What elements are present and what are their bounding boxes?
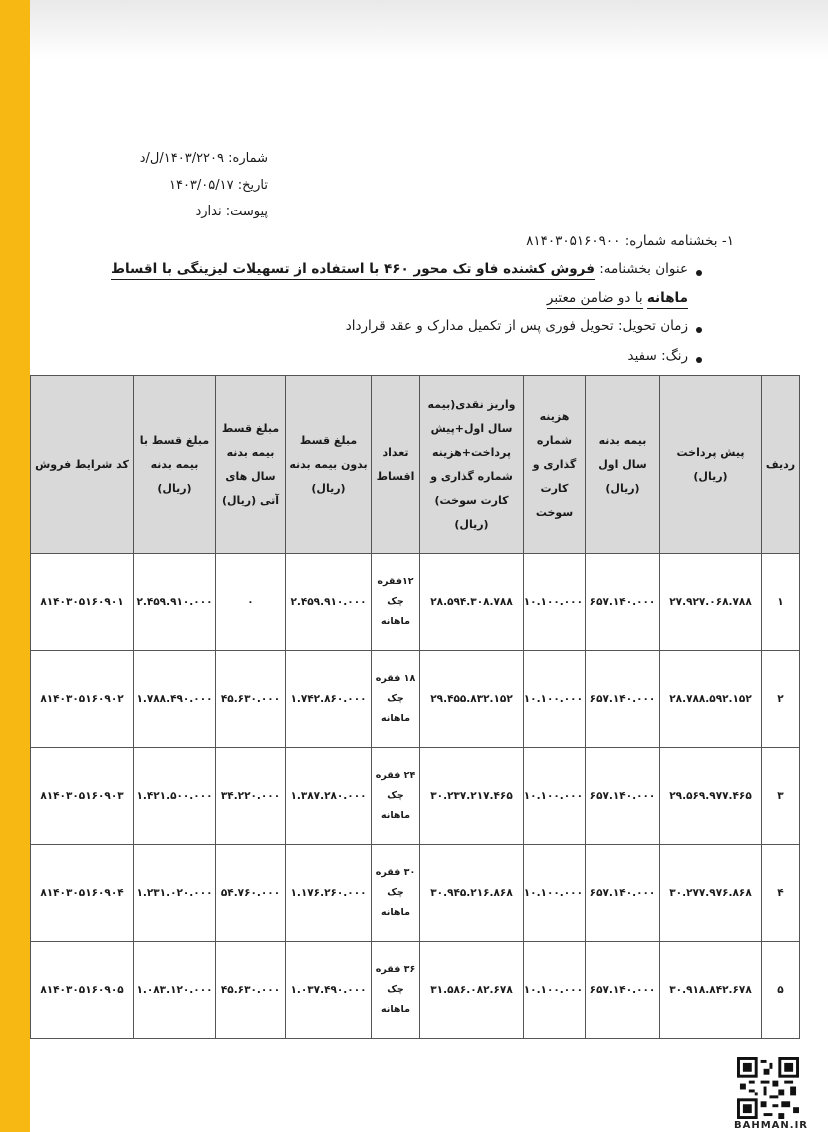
cell-row-no: ۳: [762, 748, 800, 845]
cell-sales-code: ۸۱۴۰۳۰۵۱۶۰۹۰۱: [31, 554, 134, 651]
header-first-year-insurance: بیمه بدنه سال اول (ریال): [586, 376, 660, 554]
cell-sales-code: ۸۱۴۰۳۰۵۱۶۰۹۰۵: [31, 942, 134, 1039]
subject-tail: با دو ضامن معتبر: [547, 290, 643, 309]
table-row: [31, 845, 800, 942]
letter-number: شماره: ۱۴۰۳/۲۲۰۹/ل/د: [139, 151, 268, 166]
cell-registration-cost: ۱۰.۱۰۰.۰۰۰: [524, 651, 586, 748]
cell-installment-no-insurance: ۱.۱۷۶.۲۶۰.۰۰۰: [286, 845, 372, 942]
cell-installment-count: ۳۰ فقره چک ماهانه: [372, 845, 420, 942]
header-installment-count: تعداد اقساط: [372, 376, 420, 554]
cell-installment-with-insurance: ۲.۴۵۹.۹۱۰.۰۰۰: [134, 554, 216, 651]
delivery-time: زمان تحویل: تحویل فوری پس از تکمیل مدارک و عقد قرارداد: [345, 318, 688, 334]
cell-first-year-insurance: ۶۵۷.۱۴۰.۰۰۰: [586, 748, 660, 845]
cell-cash-deposit: ۳۰.۲۳۷.۲۱۷.۴۶۵: [420, 748, 524, 845]
cell-installment-count: ۲۴ فقره چک ماهانه: [372, 748, 420, 845]
header-registration-cost: هزینه شماره گذاری و کارت سوخت: [524, 376, 586, 554]
cell-installment-count: ۳۶ فقره چک ماهانه: [372, 942, 420, 1039]
header-sales-code: کد شرایط فروش: [31, 376, 134, 554]
cell-cash-deposit: ۳۱.۵۸۶.۰۸۲.۶۷۸: [420, 942, 524, 1039]
cell-installment-no-insurance: ۲.۴۵۹.۹۱۰.۰۰۰: [286, 554, 372, 651]
cell-cash-deposit: ۲۸.۵۹۴.۳۰۸.۷۸۸: [420, 554, 524, 651]
color-info: رنگ: سفید: [627, 348, 688, 364]
footer-brand: BAHMAN.IR: [734, 1120, 809, 1131]
cell-installment-no-insurance: ۱.۳۸۷.۲۸۰.۰۰۰: [286, 748, 372, 845]
cell-down-payment: ۲۸.۷۸۸.۵۹۲.۱۵۲: [660, 651, 762, 748]
cell-installment-with-insurance: ۱.۷۸۸.۴۹۰.۰۰۰: [134, 651, 216, 748]
cell-down-payment: ۲۷.۹۲۷.۰۶۸.۷۸۸: [660, 554, 762, 651]
cell-first-year-insurance: ۶۵۷.۱۴۰.۰۰۰: [586, 845, 660, 942]
header-installment-with-insurance: مبلغ قسط با بیمه بدنه (ریال): [134, 376, 216, 554]
yellow-margin-bar: [0, 0, 30, 1132]
cell-installment-with-insurance: ۱.۰۸۳.۱۲۰.۰۰۰: [134, 942, 216, 1039]
cell-sales-code: ۸۱۴۰۳۰۵۱۶۰۹۰۲: [31, 651, 134, 748]
cell-cash-deposit: ۲۹.۴۵۵.۸۳۲.۱۵۲: [420, 651, 524, 748]
header-cash-deposit: واریز نقدی(بیمه سال اول+پیش پرداخت+هزینه شماره گذاری و کارت سوخت) (ریال): [420, 376, 524, 554]
table-header-row: [31, 376, 800, 554]
cell-row-no: ۲: [762, 651, 800, 748]
cell-down-payment: ۳۰.۹۱۸.۸۴۲.۶۷۸: [660, 942, 762, 1039]
subject-bold-text-2: ماهانه: [647, 290, 688, 309]
subject-label: عنوان بخشنامه:: [599, 261, 688, 277]
cell-row-no: ۴: [762, 845, 800, 942]
cell-future-insurance-installment: ۴۵.۶۳۰.۰۰۰: [216, 651, 286, 748]
qr-code-icon: [737, 1057, 799, 1119]
page-top-shadow: [30, 0, 828, 60]
cell-row-no: ۵: [762, 942, 800, 1039]
cell-row-no: ۱: [762, 554, 800, 651]
header-down-payment: پیش پرداخت (ریال): [660, 376, 762, 554]
table-row: [31, 748, 800, 845]
cell-registration-cost: ۱۰.۱۰۰.۰۰۰: [524, 942, 586, 1039]
cell-first-year-insurance: ۶۵۷.۱۴۰.۰۰۰: [586, 554, 660, 651]
cell-sales-code: ۸۱۴۰۳۰۵۱۶۰۹۰۳: [31, 748, 134, 845]
header-future-insurance-installment: مبلغ قسط بیمه بدنه سال های آتی (ریال): [216, 376, 286, 554]
cell-installment-with-insurance: ۱.۲۳۱.۰۲۰.۰۰۰: [134, 845, 216, 942]
cell-first-year-insurance: ۶۵۷.۱۴۰.۰۰۰: [586, 651, 660, 748]
cell-installment-no-insurance: ۱.۷۴۲.۸۶۰.۰۰۰: [286, 651, 372, 748]
cell-registration-cost: ۱۰.۱۰۰.۰۰۰: [524, 845, 586, 942]
table-row: [31, 942, 800, 1039]
cell-registration-cost: ۱۰.۱۰۰.۰۰۰: [524, 554, 586, 651]
header-installment-no-insurance: مبلغ قسط بدون بیمه بدنه (ریال): [286, 376, 372, 554]
table-row: [31, 651, 800, 748]
table-row: [31, 554, 800, 651]
bullet-icon: [696, 327, 702, 333]
cell-down-payment: ۳۰.۲۷۷.۹۷۶.۸۶۸: [660, 845, 762, 942]
circular-number: ۱- بخشنامه شماره: ۸۱۴۰۳۰۵۱۶۰۹۰۰: [526, 233, 734, 249]
cell-installment-no-insurance: ۱.۰۳۷.۴۹۰.۰۰۰: [286, 942, 372, 1039]
cell-installment-count: ۱۸ فقره چک ماهانه: [372, 651, 420, 748]
circular-subject: [111, 261, 688, 277]
cell-future-insurance-installment: ۴۵.۶۳۰.۰۰۰: [216, 942, 286, 1039]
letter-date: تاریخ: ۱۴۰۳/۰۵/۱۷: [168, 178, 268, 193]
cell-sales-code: ۸۱۴۰۳۰۵۱۶۰۹۰۴: [31, 845, 134, 942]
cell-future-insurance-installment: ۳۴.۲۲۰.۰۰۰: [216, 748, 286, 845]
cell-first-year-insurance: ۶۵۷.۱۴۰.۰۰۰: [586, 942, 660, 1039]
cell-future-insurance-installment: ۵۴.۷۶۰.۰۰۰: [216, 845, 286, 942]
letter-attachment: پیوست: ندارد: [195, 204, 268, 219]
cell-installment-with-insurance: ۱.۴۲۱.۵۰۰.۰۰۰: [134, 748, 216, 845]
bullet-icon: [696, 357, 702, 363]
cell-cash-deposit: ۳۰.۹۴۵.۲۱۶.۸۶۸: [420, 845, 524, 942]
header-row-no: ردیف: [762, 376, 800, 554]
cell-future-insurance-installment: ۰: [216, 554, 286, 651]
bullet-icon: [696, 270, 702, 276]
cell-installment-count: ۱۲فقره چک ماهانه: [372, 554, 420, 651]
sales-conditions-table: [30, 375, 800, 1039]
circular-subject-cont: [547, 290, 688, 306]
cell-down-payment: ۲۹.۵۶۹.۹۷۷.۴۶۵: [660, 748, 762, 845]
subject-bold-text: فروش کشنده فاو تک محور ۴۶۰ با استفاده از تسهیلات لیزینگی با اقساط: [111, 261, 595, 280]
cell-registration-cost: ۱۰.۱۰۰.۰۰۰: [524, 748, 586, 845]
